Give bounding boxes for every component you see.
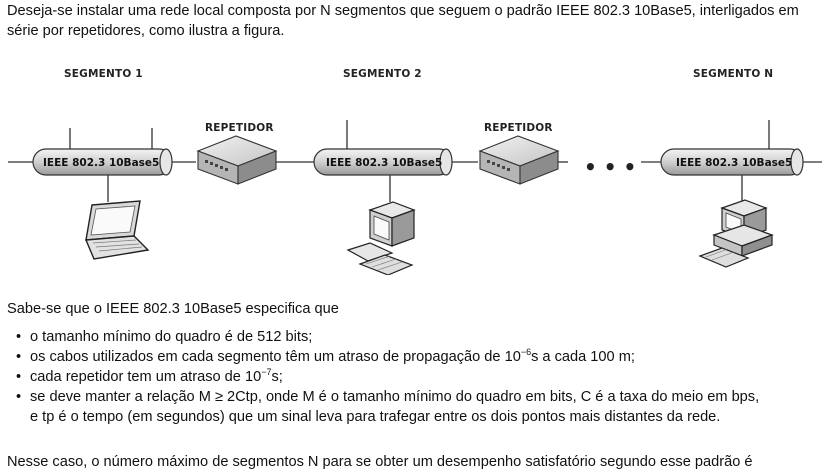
segment-1-label: SEGMENTO 1 xyxy=(64,68,143,80)
bullet-2-text: os cabos utilizados em cada segmento têm um atraso de propagação de 10 xyxy=(30,349,521,365)
bullet-3-text-end: s; xyxy=(271,369,283,385)
intro-line-1: Deseja-se instalar uma rede local composta por N segmentos que seguem o padrão IEEE 802.3 10Base5, interligados em xyxy=(7,3,799,19)
bullet-3-exponent: −7 xyxy=(261,367,272,377)
segment-2-label: SEGMENTO 2 xyxy=(343,68,422,80)
spec-list xyxy=(16,327,759,427)
laptop-icon xyxy=(86,201,148,259)
desktop-computer-icon xyxy=(348,202,414,275)
cable-label-1: IEEE 802.3 10Base5 xyxy=(43,157,160,169)
repeater-2-label: REPETIDOR xyxy=(484,122,553,134)
list-item xyxy=(16,387,759,407)
workstation-computer-icon xyxy=(700,200,772,267)
cable-label-2: IEEE 802.3 10Base5 xyxy=(326,157,443,169)
bullet-4-continuation: e tp é o tempo (em segundos) que um sinal leva para trafegar entre os dois pontos mais distantes da rede. xyxy=(30,409,721,425)
spec-intro: Sabe-se que o IEEE 802.3 10Base5 especifica que xyxy=(7,301,339,317)
repeater-1-label: REPETIDOR xyxy=(205,122,274,134)
list-item xyxy=(16,327,759,347)
bullet-3-text: cada repetidor tem um atraso de 10 xyxy=(30,369,262,385)
cable-label-n: IEEE 802.3 10Base5 xyxy=(676,157,793,169)
list-item xyxy=(16,347,759,367)
segment-n-label: SEGMENTO N xyxy=(693,68,774,80)
bullet-2-text-end: s a cada 100 m; xyxy=(531,349,635,365)
bullet-2-exponent: −6 xyxy=(520,347,532,357)
bullet-4-text: se deve manter a relação M ≥ 2Ctp, onde M é o tamanho mínimo do quadro em bits, C é a taxa do meio em bps, xyxy=(30,389,760,405)
repeater-1 xyxy=(198,136,276,184)
repeater-2 xyxy=(480,136,558,184)
list-item xyxy=(16,367,759,387)
intro-paragraph xyxy=(7,1,799,41)
question-text: Nesse caso, o número máximo de segmentos N para se obter um desempenho satisfatório segundo esse padrão é xyxy=(7,454,753,470)
bullet-1-text: o tamanho mínimo do quadro é de 512 bits; xyxy=(30,329,313,345)
network-diagram xyxy=(0,60,837,275)
ellipsis: • • • xyxy=(584,155,637,179)
intro-line-2: série por repetidores, como ilustra a figura. xyxy=(7,23,285,39)
